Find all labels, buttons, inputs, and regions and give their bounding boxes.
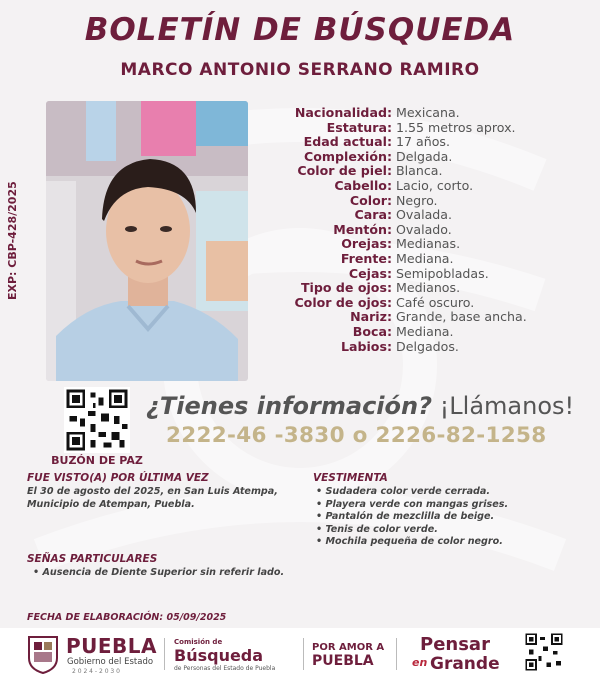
detail-label: Nacionalidad:: [294, 105, 392, 120]
detail-label: Mentón:: [333, 221, 392, 237]
detail-label: Color:: [349, 192, 392, 208]
phone-numbers[interactable]: 2222-46 -3830 o 2226-82-1258: [166, 423, 547, 448]
detail-label: Complexión:: [304, 148, 392, 164]
detail-value: Mexicana.: [396, 105, 460, 120]
detail-row: [268, 121, 588, 136]
detail-row: [268, 237, 588, 252]
detail-label: Cabello:: [334, 177, 392, 193]
marks-heading: SEÑAS PARTICULARES: [27, 553, 158, 565]
detail-row: [268, 340, 588, 355]
missing-person-name: MARCO ANTONIO SERRANO RAMIRO: [120, 60, 480, 80]
detail-row: [268, 223, 588, 238]
detail-value: Ovalada.: [396, 207, 453, 223]
detail-value: Semipobladas.: [396, 265, 489, 281]
last-seen-heading: FUE VISTO(A) POR ÚLTIMA VEZ: [27, 472, 209, 484]
detail-row: [268, 194, 588, 209]
gobierno-text: Gobierno del Estado: [67, 657, 154, 667]
footer-qr-code[interactable]: [524, 632, 564, 672]
case-number: EXP: CBP-428/2025: [6, 181, 19, 300]
question-text: ¿Tienes información?: [146, 392, 433, 420]
detail-label: Tipo de ojos:: [300, 280, 392, 296]
detail-value: Mediana.: [396, 323, 454, 339]
detail-row: [268, 135, 588, 150]
detail-row: [268, 179, 588, 194]
call-to-action: [146, 392, 586, 420]
list-item: • Tenis de color verde.: [316, 524, 508, 537]
detail-label: Orejas:: [341, 236, 392, 252]
list-item: • Pantalón de mezclilla de beige.: [316, 511, 508, 524]
detail-label: Color de piel:: [297, 163, 392, 179]
detail-label: Cara:: [354, 207, 392, 223]
detail-label: Boca:: [352, 323, 392, 339]
bulletin-title: BOLETÍN DE BÚSQUEDA: [84, 12, 516, 48]
busqueda-text: Búsqueda: [174, 646, 264, 665]
detail-row: [268, 325, 588, 340]
detail-value: Medianas.: [396, 236, 461, 252]
detail-label: Estatura:: [326, 119, 392, 135]
detail-row: [268, 150, 588, 165]
detail-row: [268, 208, 588, 223]
footer-divider-2: [303, 638, 304, 670]
grande-text: Grande: [430, 654, 500, 674]
en-text: en: [412, 656, 428, 669]
detail-row: [268, 252, 588, 267]
years-text: 2 0 2 4 - 2 0 3 0: [72, 668, 120, 675]
comision-text: Comisión de: [174, 638, 223, 646]
detail-row: [268, 106, 588, 121]
coat-of-arms-icon: [26, 634, 60, 674]
detail-label: Labios:: [340, 338, 392, 354]
footer-divider-3: [396, 638, 397, 670]
last-seen-text: [27, 486, 278, 511]
por-amor-text: POR AMOR A: [312, 642, 385, 653]
detail-value: 17 años.: [396, 134, 450, 150]
list-item: • Sudadera color verde cerrada.: [316, 486, 508, 499]
detail-row: [268, 164, 588, 179]
last-seen-line-2: Municipio de Atempan, Puebla.: [27, 498, 195, 510]
detail-value: Ovalado.: [396, 221, 452, 237]
clothing-list: [316, 486, 508, 549]
call-text: ¡Llámanos!: [439, 392, 575, 420]
list-item: • Mochila pequeña de color negro.: [316, 536, 508, 549]
list-item: • Playera verde con mangas grises.: [316, 499, 508, 512]
detail-value: Delgada.: [396, 148, 453, 164]
buzon-de-paz-label: BUZÓN DE PAZ: [51, 454, 143, 467]
detail-value: Lacio, corto.: [396, 177, 474, 193]
busqueda-subtext: de Personas del Estado de Puebla: [174, 665, 276, 672]
footer-divider-1: [164, 638, 165, 670]
detail-label: Edad actual:: [303, 134, 392, 150]
detail-value: Negro.: [396, 192, 438, 208]
detail-value: Medianos.: [396, 280, 461, 296]
puebla-amor-text: PUEBLA: [312, 653, 374, 669]
clothing-heading: VESTIMENTA: [313, 472, 388, 484]
pensar-text: Pensar: [420, 634, 490, 655]
detail-row: [268, 281, 588, 296]
detail-value: Grande, base ancha.: [396, 309, 527, 325]
detail-label: Cejas:: [348, 265, 392, 281]
missing-person-photo: [46, 101, 248, 381]
footer-logos: [0, 628, 600, 681]
detail-row: [268, 296, 588, 311]
list-item: • Ausencia de Diente Superior sin referir lado.: [33, 567, 284, 580]
puebla-logo-text: PUEBLA: [66, 634, 158, 658]
marks-list: [33, 567, 284, 580]
detail-value: Delgados.: [396, 338, 459, 354]
detail-label: Nariz:: [350, 309, 392, 325]
physical-description: [268, 106, 588, 354]
detail-label: Frente:: [340, 250, 392, 266]
detail-value: Café oscuro.: [396, 294, 475, 310]
detail-value: Blanca.: [396, 163, 443, 179]
last-seen-line-1: El 30 de agosto del 2025, en San Luis Atempa,: [27, 486, 278, 497]
detail-value: 1.55 metros aprox.: [396, 119, 516, 135]
elaboration-date: FECHA DE ELABORACIÓN: 05/09/2025: [27, 612, 227, 623]
detail-value: Mediana.: [396, 250, 454, 266]
detail-row: [268, 310, 588, 325]
detail-label: Color de ojos:: [294, 294, 392, 310]
qr-code[interactable]: [64, 387, 130, 453]
detail-row: [268, 267, 588, 282]
